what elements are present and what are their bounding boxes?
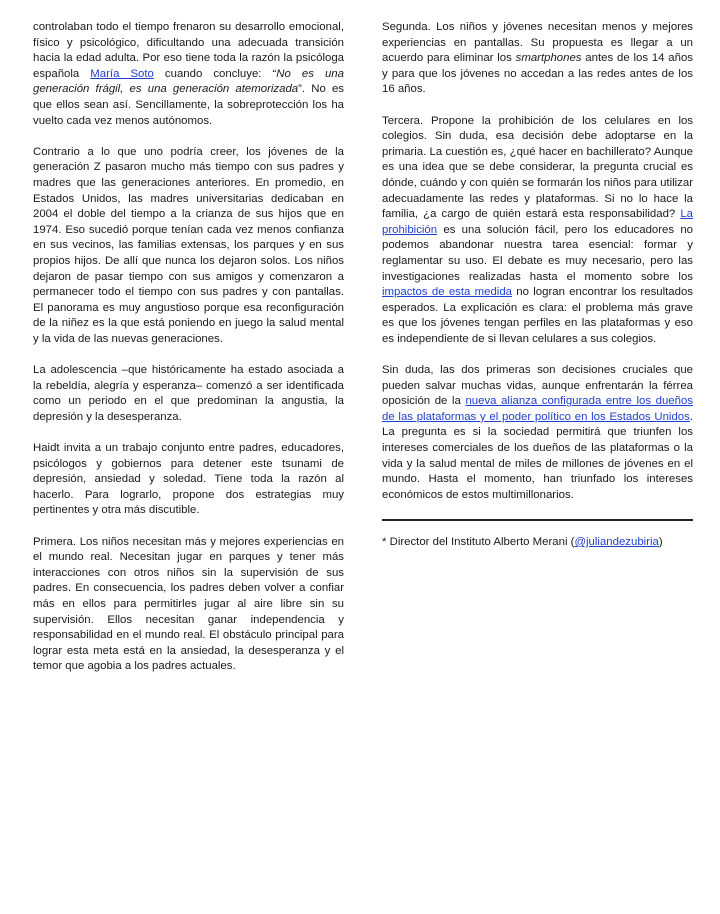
emphasis-smartphones: smartphones bbox=[515, 52, 582, 65]
text: ”. No es que ellos sean así. Sencillamente, la sobreprotección los ha vuelto cada vez menos autónomos. bbox=[33, 83, 344, 127]
link-impactos-medida[interactable]: impactos de esta medida bbox=[382, 286, 512, 299]
text: cuando concluye: “ bbox=[153, 67, 277, 80]
paragraph-adolescencia: La adolescencia –que históricamente ha estado asociada a la rebeldía, alegría y esperanza– comenzó a ser identificada como un periodo en el que predominan la angustia, la depresión y la desesperanza. bbox=[33, 364, 344, 423]
text: Segunda. Los niños y jóvenes necesitan menos y mejores experiencias en pantallas. Su propuesta es llegar a un acuerdo para eliminar los bbox=[382, 21, 693, 65]
quote-text: No es una generación frágil, es una generación atemorizada bbox=[33, 67, 344, 96]
text: es una solución fácil, pero los educadores no podemos abandonar nuestra tarea esencial: formar y reglamentar su uso. El debate es muy necesario, pero las investigaciones realizadas hasta el momento sobre los bbox=[382, 223, 693, 283]
paragraph-haidt: Haidt invita a un trabajo conjunto entre padres, educadores, psicólogos y gobiernos para detener este tsunami de depresión, ansiedad y soledad. Tiene toda la razón al hacerlo. Para lograrlo, propone dos estrategias muy pertinentes y otra más discutible. bbox=[33, 442, 344, 517]
footnote-text: * Director del Instituto Alberto Merani ( bbox=[382, 536, 575, 548]
text: controlaban todo el tiempo frenaron su desarrollo emocional, físico y psicológico, dificultando una adecuada transición hacia la edad adulta. Por eso tiene toda la razón la psicóloga española bbox=[33, 21, 344, 80]
link-maria-soto[interactable]: María Soto bbox=[90, 67, 154, 80]
paragraph-conclusion bbox=[382, 363, 693, 503]
left-column bbox=[33, 20, 344, 691]
paragraph-primera: Primera. Los niños necesitan más y mejores experiencias en el mundo real. Necesitan jugar en parques y tener más interacciones con otros niños sin la supervisión de sus padres. En consecuencia, los padres deben volver a confiar más en ellos para permitirles jugar al aire libre sin su supervisión. Ellos necesitan ganar independencia y responsabilidad en el mundo real. El obstáculo principal para lograr esta meta está en la ansiedad, la desesperanza y el temor que agobia a los padres actuales. bbox=[33, 535, 344, 673]
text: antes de los 14 años y para que los jóvenes no accedan a las redes antes de los 16 años. bbox=[382, 52, 694, 96]
text: Tercera. Propone la prohibición de los celulares en los colegios. Sin duda, esa decisión debe adoptarse en la primaria. La cuestión es, ¿qué hacer en bachillerato? Aunque es una idea que se debe considerar, la pregunta crucial es dónde, cuándo y con quién se formarán los niños para utilizar adecuadamente las redes y plataformas. Si no lo hace la familia, ¿a cargo de quién estará esta responsabilidad? bbox=[382, 114, 693, 221]
paragraph-sobreproteccion bbox=[33, 20, 344, 129]
text: ) bbox=[658, 536, 663, 548]
text: Sin duda, las dos primeras son decisiones cruciales que pueden salvar muchas vidas, aunque enfrentarán la férrea oposición de la bbox=[382, 364, 693, 408]
paragraph-segunda bbox=[382, 20, 693, 98]
paragraph-tercera bbox=[382, 114, 693, 348]
link-nueva-alianza[interactable]: nueva alianza configurada entre los dueños de las plataformas y el poder político en los Estados Unidos bbox=[382, 395, 693, 423]
paragraph-generacion-z: Contrario a lo que uno podría creer, los jóvenes de la generación Z pasaron mucho más tiempo con sus padres y madres que las generaciones anteriores. En promedio, en Estados Unidos, las madres universitarias dedicaban en 2004 el doble del tiempo a la crianza de sus hijos que en 1974. Eso sucedió porque tenían cada vez menos confianza en sus vecinos, las familias extensas, los parques y en sus propios hijos. De allí que nunca los dejaron solos. Los niños dejaron de pasar tiempo con sus amigos y comenzaron a permanecer todo el tiempo con sus padres y con pantallas. El panorama es muy angustioso porque esa reconfiguración de la niñez es la que está poniendo en juego la salud mental y la vida de las nuevas generaciones. bbox=[33, 145, 344, 345]
text: no logran encontrar los resultados esperados. La explicación es clara: el problema más grave es que los jóvenes tengan perfiles en las plataformas y eso es independiente de si llevan celulares a sus colegios. bbox=[382, 286, 693, 345]
right-column bbox=[382, 20, 693, 566]
link-author-handle[interactable]: @juliandezubiria bbox=[574, 536, 659, 548]
text: . La pregunta es si la sociedad permitirá que triunfen los intereses comerciales de los dueños de las plataformas o la vida y la salud mental de miles de millones de jóvenes en el mundo. Hasta el momento, han triunfado los intereses económicos de estos multimillonarios. bbox=[382, 410, 693, 501]
link-la-prohibicion[interactable]: La prohibición bbox=[382, 208, 693, 236]
footnote-divider bbox=[382, 519, 693, 521]
author-footnote bbox=[382, 535, 693, 551]
